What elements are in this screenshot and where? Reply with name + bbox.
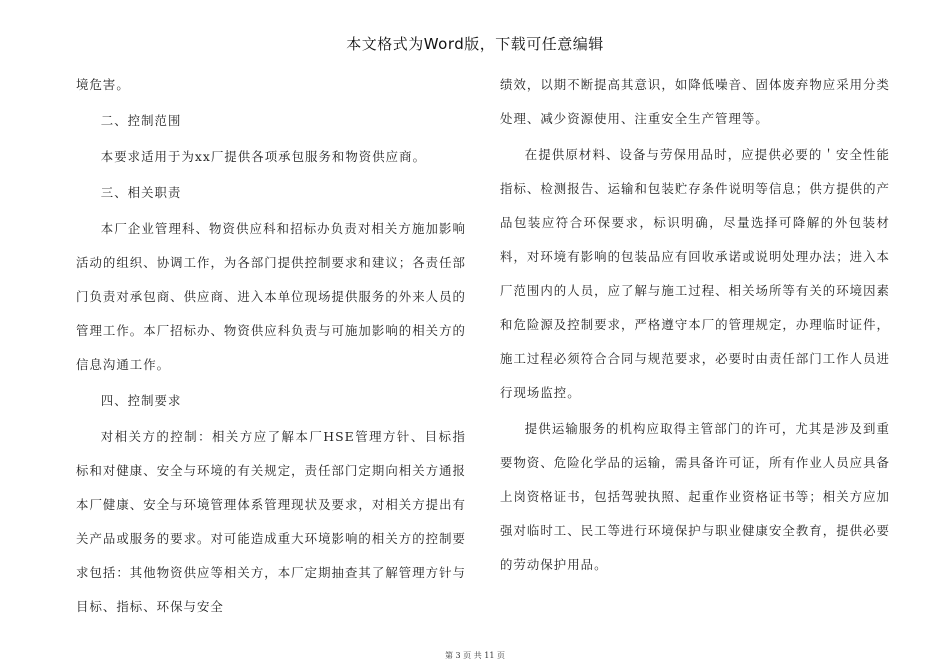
section-heading: 三、相关职责 — [100, 185, 182, 200]
page-number: 第 3 页 共 11 页 — [445, 651, 505, 660]
paragraph: 对相关方的控制：相关方应了解本厂HSE管理方针、目标指标和对健康、安全与环境的有关规定，责任部门定期向相关方通报本厂健康、安全与环境管理体系管理现状及要求，对相关方提出有关产品或服务的要求。对可能造成重大环境影响的相关方的控制要求包括：其他物资供应等相关方，本厂定期抽查其了解管理方针与目标、指标、环保与安全 — [76, 429, 466, 614]
right-column — [500, 68, 890, 584]
paragraph: 境危害。 — [76, 77, 130, 92]
page-header-title: 本文格式为Word版，下载可任意编辑 — [346, 35, 604, 53]
left-column — [76, 68, 466, 626]
paragraph: 在提供原材料、设备与劳保用品时，应提供必要的＇安全性能指标、检测报告、运输和包装贮存条件说明等信息；供方提供的产品包装应符合环保要求，标识明确，尽量选择可降解的外包装材料，对环境有影响的包装品应有回收承诺或说明处理办法；进入本厂范围内的人员，应了解与施工过程、相关场所等有关的环境因素和危险源及控制要求，严格遵守本厂的管理规定，办理临时证件，施工过程必须符合合同与规范要求，必要时由责任部门工作人员进行现场监控。 — [500, 147, 890, 400]
paragraph: 绩效，以期不断提高其意识，如降低噪音、固体废弃物应采用分类处理、减少资源使用、注重安全生产管理等。 — [500, 77, 890, 126]
paragraph: 提供运输服务的机构应取得主管部门的许可，尤其是涉及到重要物资、危险化学品的运输，需具备许可证，所有作业人员应具备上岗资格证书，包括驾驶执照、起重作业资格证书等；相关方应加强对临时工、民工等进行环境保护与职业健康安全教育，提供必要的劳动保护用品。 — [500, 421, 890, 572]
paragraph: 本要求适用于为xx厂提供各项承包服务和物资供应商。 — [100, 149, 427, 164]
section-heading: 四、控制要求 — [100, 393, 182, 408]
paragraph: 本厂企业管理科、物资供应科和招标办负责对相关方施加影响活动的组织、协调工作，为各部门提供控制要求和建议；各责任部门负责对承包商、供应商、进入本单位现场提供服务的外来人员的管理工作。本厂招标办、物资供应科负责与可施加影响的相关方的信息沟通工作。 — [76, 221, 466, 372]
section-heading: 二、控制范围 — [100, 113, 182, 128]
